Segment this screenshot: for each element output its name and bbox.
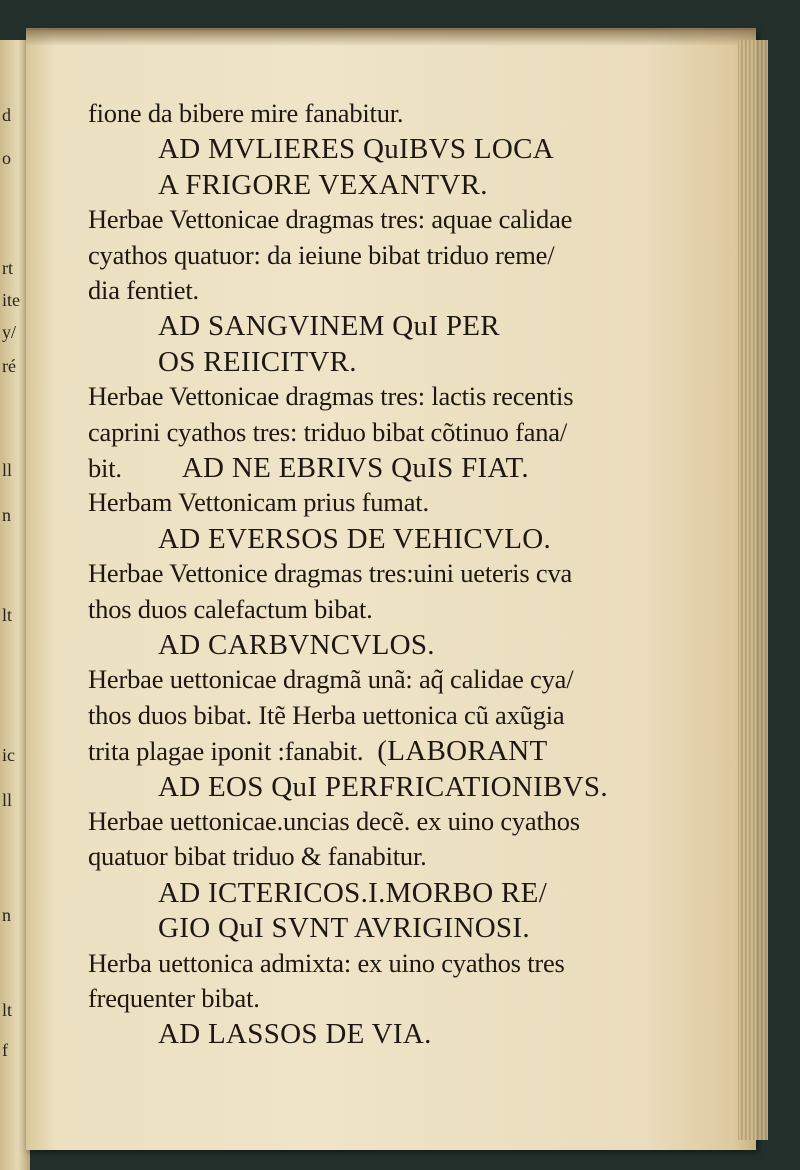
left-page-fragment: ll — [2, 790, 13, 810]
text-line: cyathos quatuor: da ieiune bibat triduo reme/ — [88, 239, 555, 270]
section-heading: GIO QuI SVNT AVRIGINOSI. — [158, 912, 530, 945]
left-page-fragment: ite — [2, 290, 20, 310]
page-right-edge — [738, 40, 768, 1140]
text-line: Herbae uettonicae dragmã unã: aq̃ calidae cya/ — [88, 664, 574, 695]
section-heading: OS REIICITVR. — [158, 345, 357, 378]
text-line: Herbam Vettonicam prius fumat. — [88, 487, 429, 518]
text-line: Herba uettonica admixta: ex uino cyathos tres — [88, 947, 565, 978]
left-page-fragment: lt — [2, 1000, 13, 1020]
left-page-fragment: o — [2, 148, 11, 168]
section-heading: AD EVERSOS DE VEHICVLO. — [158, 522, 552, 555]
left-page-fragment: rt — [2, 258, 13, 278]
left-page-fragments — [0, 0, 28, 1169]
text-line-body: trita plagae iponit :fanabit. — [88, 736, 364, 767]
text-line — [88, 735, 548, 768]
left-page-fragment: d — [2, 105, 11, 125]
text-line: Herbae Vettonice dragmas tres:uini ueteris cva — [88, 558, 573, 589]
page-top-shadow — [26, 28, 756, 46]
text-line-body: bit. — [88, 453, 122, 483]
left-page-fragment: ic — [2, 745, 15, 765]
section-heading: AD SANGVINEM QuI PER — [158, 310, 500, 343]
text-line — [88, 452, 529, 485]
text-line: Herbae Vettonicae dragmas tres: lactis recentis — [88, 381, 574, 412]
left-page-fragment: ll — [2, 460, 13, 480]
text-line: thos duos calefactum bibat. — [88, 593, 373, 624]
text-line: dia fentiet. — [88, 275, 199, 305]
section-heading: A FRIGORE VEXANTVR. — [158, 168, 488, 201]
text-line: frequenter bibat. — [88, 983, 260, 1013]
text-line: thos duos bibat. Itẽ Herba uettonica cũ axũgia — [88, 699, 565, 730]
text-line: Herbae Vettonicae dragmas tres: aquae calidae — [88, 204, 573, 235]
section-heading: (LABORANT — [377, 735, 548, 768]
left-page-fragment: n — [2, 905, 11, 925]
section-heading: AD NE EBRIVS QuIS FIAT. — [181, 452, 529, 484]
section-heading: AD LASSOS DE VIA. — [158, 1018, 432, 1051]
text-line: quatuor bibat triduo & fanabitur. — [88, 841, 427, 872]
left-page-fragment: lt — [2, 605, 13, 625]
section-heading: AD CARBVNCVLOS. — [158, 629, 435, 661]
section-heading: AD EOS QuI PERFRICATIONIBVS. — [158, 770, 608, 803]
left-page-fragment: n — [2, 505, 11, 525]
text-line: Herbae uettonicae.uncias decẽ. ex uino cyathos — [88, 806, 580, 836]
left-page-fragment: ré — [2, 356, 16, 376]
section-heading: AD ICTERICOS.I.MORBO RE/ — [158, 876, 548, 909]
left-page-fragment: f — [2, 1040, 8, 1060]
section-heading: AD MVLIERES QuIBVS LOCA — [158, 133, 554, 166]
text-line: caprini cyathos tres: triduo bibat cõtinuo fana/ — [88, 416, 568, 447]
text-line: fione da bibere mire fanabitur. — [88, 98, 404, 128]
left-page-fragment: y/ — [2, 322, 17, 342]
